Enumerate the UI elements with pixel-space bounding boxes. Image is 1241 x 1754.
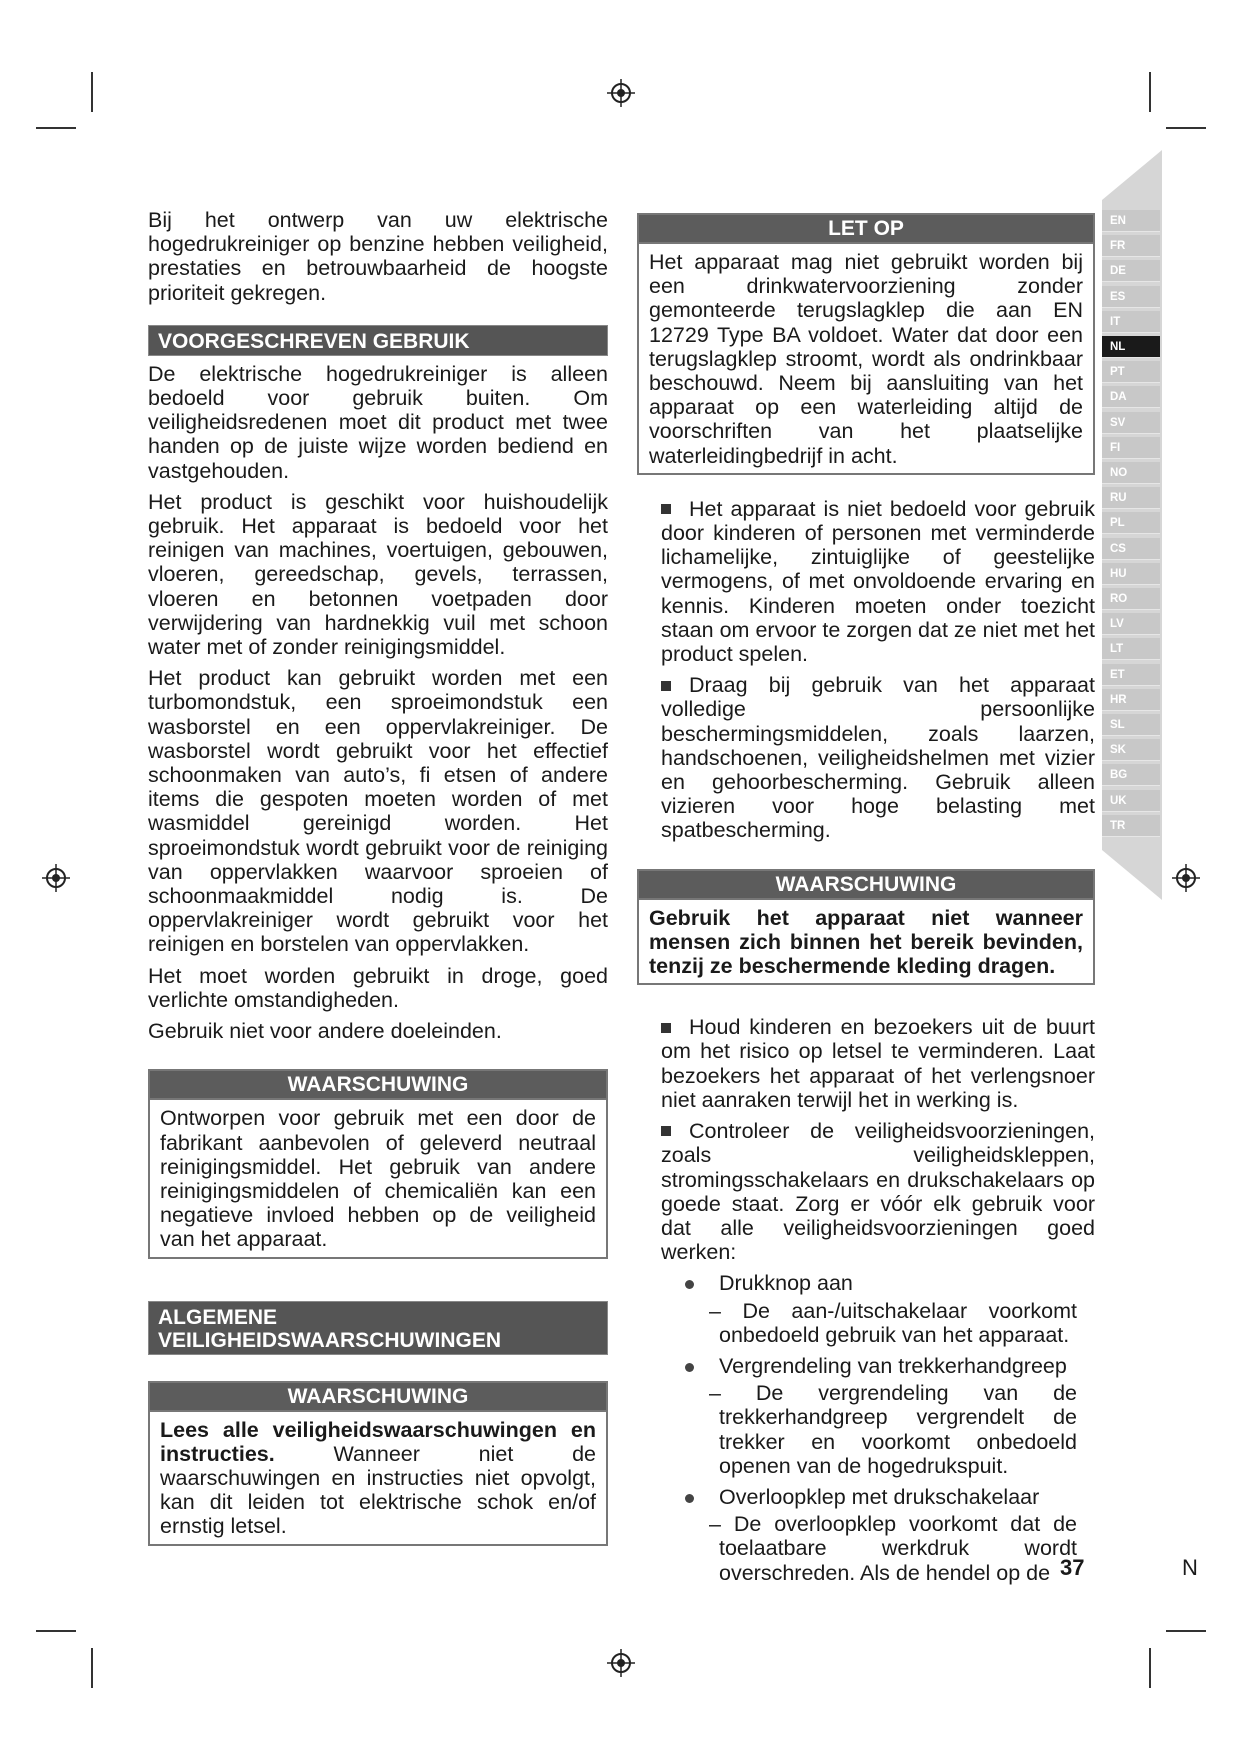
crop-mark [1166,1630,1206,1632]
bullet-text: Het apparaat is niet bedoeld voor gebruik door kinderen of personen met verminderde lichamelijke, zintuiglijke of geestelijke vermogens, of met onvoldoende ervaring en kennis. Kinderen moeten onder toezicht staan om ervoor te zorgen dat ze niet met het product spelen. [661,496,1095,667]
intended-use-paragraph: Het product kan gebruikt worden met een turbomondstuk, een sproeimondstuk een wasborstel en een oppervlakreiniger. De wasborstel wordt gebruikt voor het effectief schoonmaken van auto’s, fi etsen of andere items die gespoten moeten worden of met wasmiddel gereinigd worden. Het sproeimondstuk wordt gebruikt voor de reiniging van oppervlakken waarvoor sproeien of schoonmaakmiddel nodig is. De oppervlakreiniger wordt gebruikt voor het reinigen en borstelen van oppervlakken. [148,666,608,957]
language-tab-pl[interactable]: PL [1102,512,1160,534]
bullet-item [661,1119,1095,1264]
intended-use-paragraph: De elektrische hogedrukreiniger is alleen bedoeld voor gebruik buiten. Om veiligheidsredenen moet dit product met twee handen op de juiste wijze worden bediend en vastgehouden. [148,361,608,483]
safety-feature-item [661,1485,1095,1509]
safety-feature-description: – De overloopklep voorkomt dat de toelaatbare werkdruk wordt overschreden. Als de hendel op de [709,1512,1077,1585]
bullet-dot-icon [685,1494,694,1503]
registration-mark-icon [607,1649,635,1677]
bullet-text: Draag bij gebruik van het apparaat volledige persoonlijke beschermingsmiddelen, zoals laarzen, handschoenen, veiligheidshelmen met vizier en gehoorbescherming. Gebruik alleen vizieren voor hoge belasting met spatbescherming. [661,673,1095,843]
bullet-square-icon [661,1023,671,1033]
language-tab-lv[interactable]: LV [1102,613,1160,635]
crop-mark [1166,127,1206,129]
language-tab-hu[interactable]: HU [1102,563,1160,585]
bullet-item [661,497,1095,666]
intended-use-paragraph: Het moet worden gebruikt in droge, goed verlichte omstandigheden. [148,963,608,1012]
section-heading-line: VEILIGHEIDSWAARSCHUWINGEN [158,1328,502,1352]
crop-mark [1149,72,1151,112]
language-tab-da[interactable]: DA [1102,386,1160,408]
warning-box [637,869,1095,986]
section-heading-intended-use: VOORGESCHREVEN GEBRUIK [148,325,608,356]
language-tab-cs[interactable]: CS [1102,538,1160,560]
safety-feature-desc-text: De vergrendeling van de trekkerhandgreep vergrendelt de trekker en voorkomt onbedoeld openen van de hogedrukspuit. [719,1381,1078,1478]
language-tab-hr[interactable]: HR [1102,689,1160,711]
left-column [148,208,608,1546]
bullet-text: Controleer de veiligheidsvoorzieningen, zoals veiligheidskleppen, stromingsschakelaars en drukschakelaars op goede staat. Zorg er vóór elk gebruik voor dat alle veiligheidsvoorzieningen goed werken: [661,1119,1095,1265]
crop-mark [91,1648,93,1688]
crop-mark [36,127,76,129]
warning-text: Ontworpen voor gebruik met een door de fabrikant aanbevolen of geleverd neutraal reinigingsmiddel. Het gebruik van andere reinigingsmiddelen of chemicaliën kan een negatieve invloed hebben op de veiligheid van het apparaat. [160,1106,596,1252]
language-tab-fi[interactable]: FI [1102,437,1160,459]
bullet-item [661,673,1095,842]
section-heading-line: ALGEMENE [158,1305,278,1329]
warning-regular-text: Wanneer niet de waarschuwingen en instructies niet opvolgt, kan dit leiden tot elektrische schok en/of ernstig letsel. [160,1441,596,1539]
language-tab-fr[interactable]: FR [1102,235,1160,257]
warning-text: Gebruik het apparaat niet wanneer mensen zich binnen het bereik bevinden, tenzij ze beschermende kleding dragen. [649,905,1083,979]
caution-text: Het apparaat mag niet gebruikt worden bij een drinkwatervoorziening zonder gemonteerde terugslagklep die aan EN 12729 Type BA voldoet. Water dat door een terugslagklep stroomt, wordt als ondrinkbaar beschouwd. Neem bij aansluiting van het apparaat op een waterleiding altijd de voorschriften van het plaatselijke waterleidingbedrijf in acht. [649,250,1083,468]
bullet-list [637,497,1095,843]
warning-title: WAARSCHUWING [150,1383,606,1412]
language-tab-et[interactable]: ET [1102,664,1160,686]
safety-feature-label: Overloopklep met drukschakelaar [719,1484,1040,1509]
language-tab-tr[interactable]: TR [1102,815,1160,837]
intended-use-paragraph: Gebruik niet voor andere doeleinden. [148,1019,502,1044]
bullet-square-icon [661,1126,671,1136]
language-tab-sk[interactable]: SK [1102,739,1160,761]
language-tab-nl[interactable]: NL [1102,336,1160,358]
language-tab-pt[interactable]: PT [1102,361,1160,383]
warning-box [148,1381,608,1546]
crop-mark [1149,1648,1151,1688]
bullet-square-icon [661,504,671,514]
safety-feature-item [661,1354,1095,1378]
safety-feature-item [661,1271,1095,1295]
crop-mark [91,72,93,112]
safety-feature-label: Drukknop aan [719,1271,853,1296]
safety-feature-description: – De vergrendeling van de trekkerhandgreep vergrendelt de trekker en voorkomt onbedoeld openen van de hogedrukspuit. [709,1381,1078,1478]
bullet-square-icon [661,681,671,691]
safety-feature-label: Vergrendeling van trekkerhandgreep [719,1353,1067,1378]
language-tab-it[interactable]: IT [1102,311,1160,333]
crop-mark [36,1630,76,1632]
caution-box [637,213,1095,475]
warning-title: WAARSCHUWING [150,1071,606,1100]
language-tab-no[interactable]: NO [1102,462,1160,484]
registration-mark-icon [42,864,70,892]
language-tab-en[interactable]: EN [1102,210,1160,232]
intro-text: Bij het ontwerp van uw elektrische hogedrukreiniger op benzine hebben veiligheid, prestaties en betrouwbaarheid de hoogste prioriteit gekregen. [148,208,608,305]
language-tab-sv[interactable]: SV [1102,412,1160,434]
caution-title: LET OP [639,215,1093,244]
language-tab-ro[interactable]: RO [1102,588,1160,610]
registration-mark-icon [607,79,635,107]
language-tab-de[interactable]: DE [1102,260,1160,282]
bullet-list [637,1015,1095,1584]
section-heading-general-warnings [148,1301,608,1355]
warning-bold-text: Lees alle veiligheidswaarschuwingen en instructies. [160,1417,596,1466]
safety-feature-description: – De aan-/uitschakelaar voorkomt onbedoeld gebruik van het apparaat. [709,1298,1078,1347]
language-tab-ru[interactable]: RU [1102,487,1160,509]
bullet-dot-icon [685,1363,694,1372]
language-tab-lt[interactable]: LT [1102,638,1160,660]
language-tab-sl[interactable]: SL [1102,714,1160,736]
warning-title: WAARSCHUWING [639,871,1093,900]
safety-feature-desc-text: De aan-/uitschakelaar voorkomt onbedoeld gebruik van het apparaat. [719,1298,1078,1347]
edge-character: N [1182,1555,1198,1580]
language-tab-bg[interactable]: BG [1102,764,1160,786]
bullet-item [661,1015,1095,1112]
warning-box [148,1069,608,1258]
language-tab-es[interactable]: ES [1102,286,1160,308]
warning-text [150,1412,606,1544]
page-number: 37 [1060,1555,1085,1580]
bullet-dot-icon [685,1280,694,1289]
registration-mark-icon [1172,864,1200,892]
language-tab-uk[interactable]: UK [1102,790,1160,812]
intended-use-paragraph: Het product is geschikt voor huishoudelijk gebruik. Het apparaat is bedoeld voor het reinigen van machines, voertuigen, gebouwen, vloeren, gereedschap, gevels, terrassen, vloeren en betonnen voetpaden door verwijdering van hardnekkig vuil met schoon water met of zonder reinigingsmiddel. [148,489,608,660]
right-column [637,213,1095,1592]
safety-feature-desc-text: De overloopklep voorkomt dat de toelaatbare werkdruk wordt overschreden. Als de hendel op de [719,1512,1077,1585]
bullet-text: Houd kinderen en bezoekers uit de buurt om het risico op letsel te verminderen. Laat bezoekers het apparaat of het verlengsnoer niet aanraken terwijl het in werking is. [661,1015,1095,1112]
